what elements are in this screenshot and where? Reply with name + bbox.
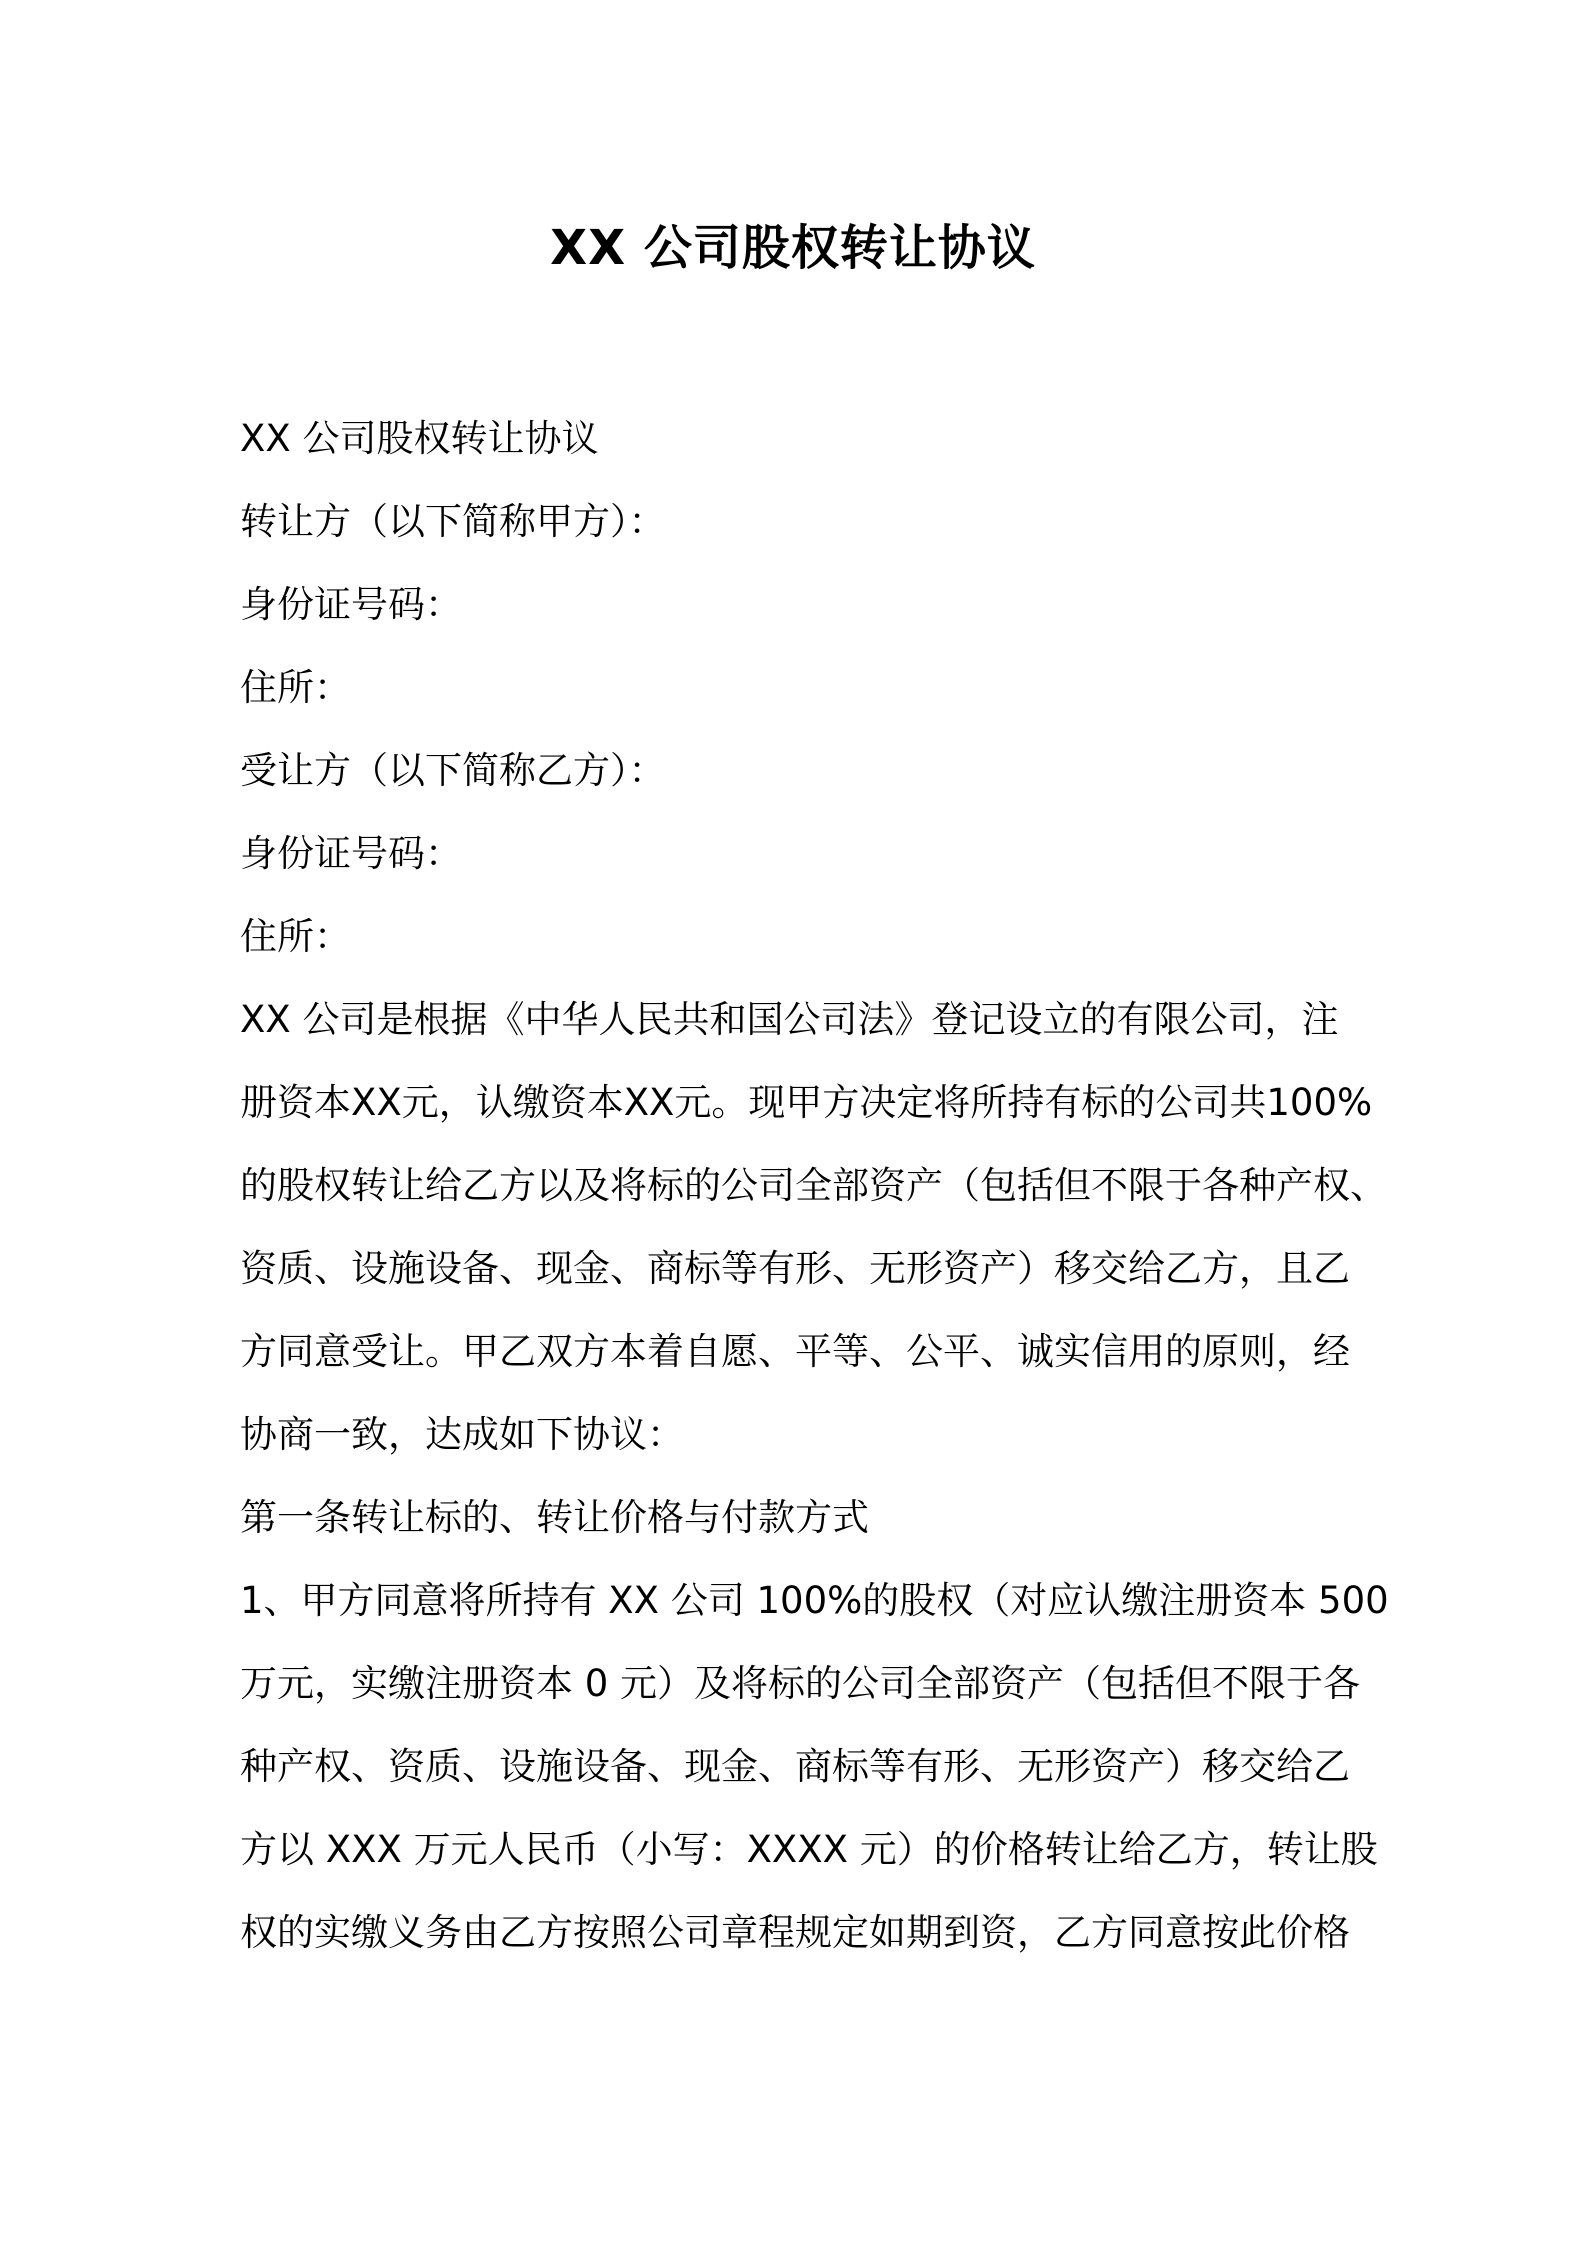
body-line: 身份证号码： [240, 583, 462, 626]
document-body [240, 397, 1389, 1974]
section-heading: 第一条转让标的、转让价格与付款方式 [240, 1496, 869, 1539]
body-line: 身份证号码： [240, 832, 462, 875]
body-line: 万元，实缴注册资本 0 元）及将标的公司全部资产（包括但不限于各 [240, 1662, 1361, 1705]
body-line: 的股权转让给乙方以及将标的公司全部资产（包括但不限于各种产权、 [240, 1164, 1387, 1207]
document-title: XX 公司股权转让协议 [550, 220, 1036, 276]
body-line: 住所： [240, 666, 351, 709]
body-line: 方同意受让。甲乙双方本着自愿、平等、公平、诚实信用的原则，经 [240, 1330, 1350, 1373]
body-line: 方以 XXX 万元人民币（小写：XXXX 元）的价格转让给乙方，转让股 [240, 1828, 1378, 1871]
body-line: 种产权、资质、设施设备、现金、商标等有形、无形资产）移交给乙 [240, 1745, 1350, 1788]
body-line: 转让方（以下简称甲方）： [240, 500, 666, 543]
body-line: 册资本XX元，认缴资本XX元。现甲方决定将所持有标的公司共100% [240, 1081, 1373, 1124]
body-line: 资质、设施设备、现金、商标等有形、无形资产）移交给乙方，且乙 [240, 1247, 1350, 1290]
body-line: 协商一致，达成如下协议： [240, 1413, 684, 1456]
body-line: XX 公司是根据《中华人民共和国公司法》登记设立的有限公司，注 [240, 998, 1339, 1041]
body-line: 住所： [240, 915, 351, 958]
body-line: 权的实缴义务由乙方按照公司章程规定如期到资，乙方同意按此价格 [240, 1911, 1350, 1954]
body-line: 1、甲方同意将所持有 XX 公司 100%的股权（对应认缴注册资本 500 [240, 1579, 1389, 1622]
body-line: 受让方（以下简称乙方）： [240, 749, 666, 792]
body-line: XX 公司股权转让协议 [240, 417, 599, 460]
